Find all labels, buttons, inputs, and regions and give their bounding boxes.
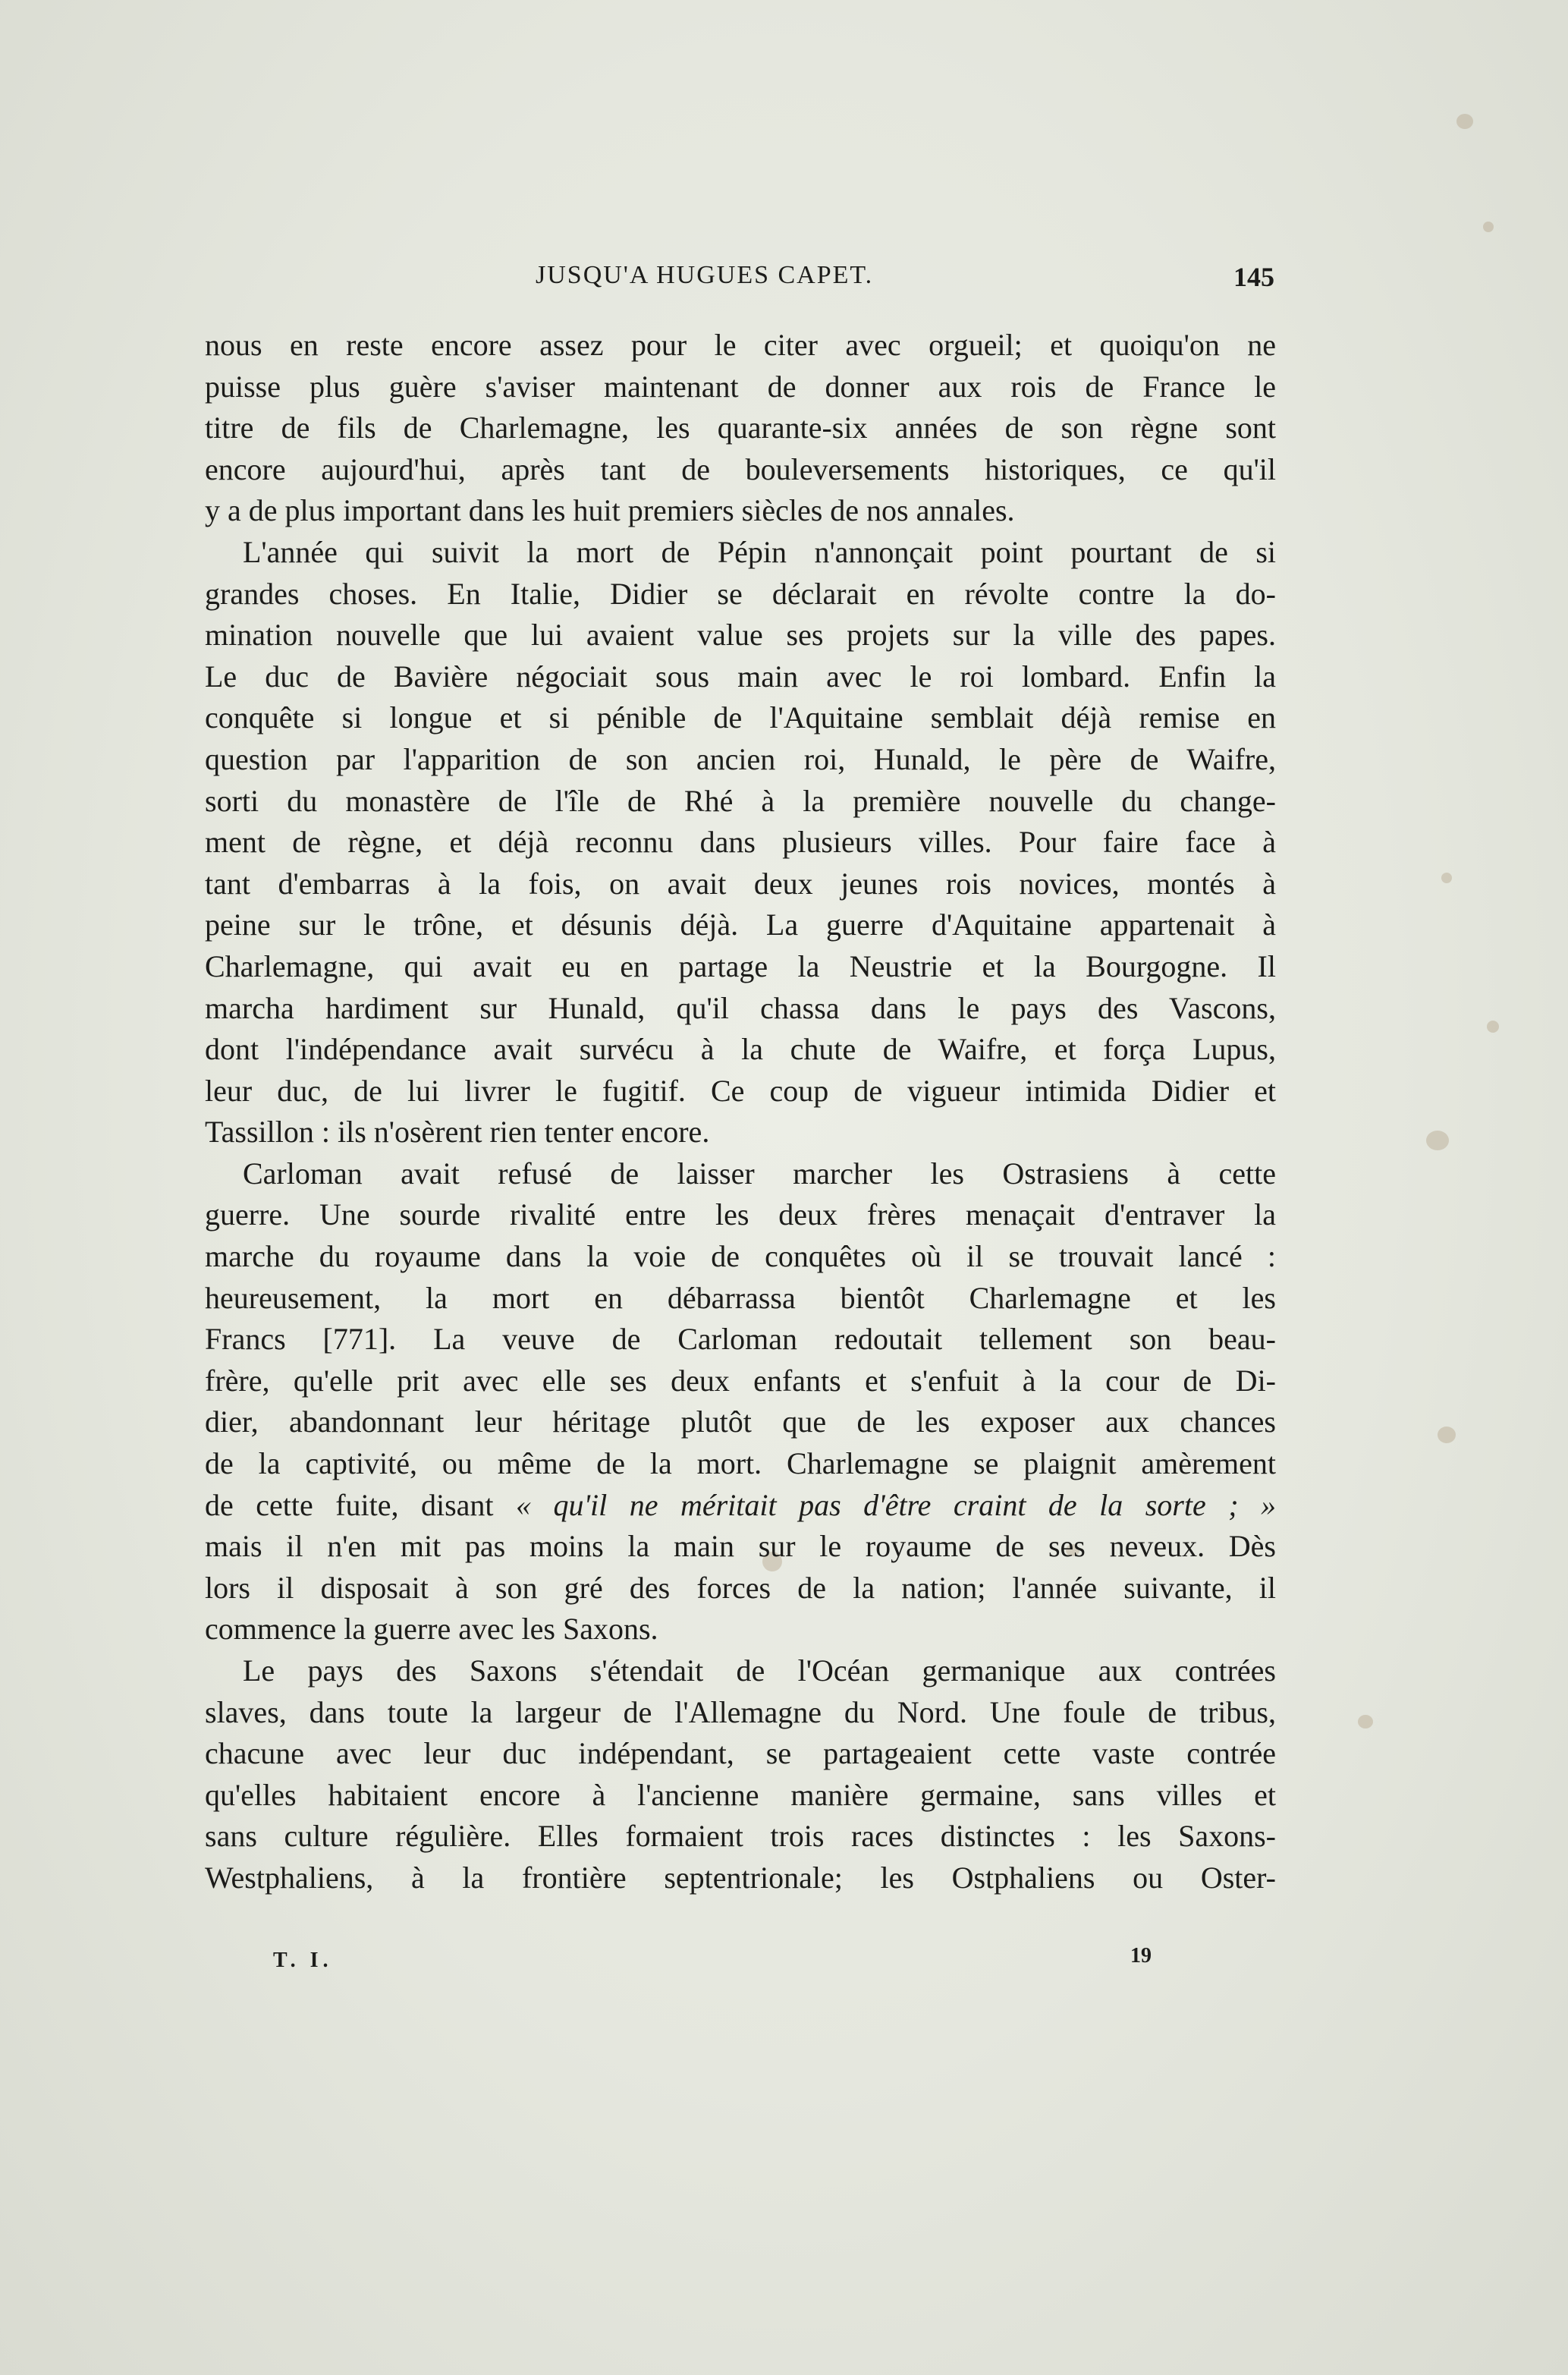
text-line: lors il disposait à son gré des forces de la nation; l'année suivante, il: [205, 1570, 1276, 1605]
volume-mark: T. I.: [273, 1949, 333, 1972]
foxing-spot: [1426, 1131, 1449, 1150]
text-line: mais il n'en mit pas moins la main sur le royaume de ses neveux. Dès: [205, 1529, 1276, 1564]
text-line: mination nouvelle que lui avaient value ses projets sur la ville des papes.: [205, 618, 1276, 653]
text-line: heureusement, la mort en débarrassa bientôt Charlemagne et les: [205, 1280, 1276, 1315]
text-line: de la captivité, ou même de la mort. Charlemagne se plaignit amèrement: [205, 1446, 1276, 1481]
text-line: y a de plus important dans les huit premiers siècles de nos annales.: [205, 493, 1015, 528]
signature-mark: 19: [1130, 1944, 1152, 1968]
text-line: marche du royaume dans la voie de conquêtes où il se trouvait lancé :: [205, 1239, 1276, 1274]
text-line: grandes choses. En Italie, Didier se déclarait en révolte contre la do-: [205, 576, 1276, 611]
text-line: Carloman avait refusé de laisser marcher les Ostrasiens à cette: [243, 1156, 1276, 1191]
text-line: encore aujourd'hui, après tant de bouleversements historiques, ce qu'il: [205, 451, 1276, 486]
text-line: Charlemagne, qui avait eu en partage la Neustrie et la Bourgogne. Il: [205, 948, 1276, 983]
running-header: [205, 261, 1274, 299]
italic-quote: « qu'il ne méritait pas d'être craint de la sorte ; »: [516, 1487, 1276, 1522]
foxing-spot: [1483, 222, 1494, 232]
text-line: slaves, dans toute la largeur de l'Allemagne du Nord. Une foule de tribus,: [205, 1694, 1276, 1729]
text-line: dont l'indépendance avait survécu à la chute de Waifre, et força Lupus,: [205, 1032, 1276, 1067]
text-line-with-quote: [205, 1485, 1276, 1527]
text-line: Francs [771]. La veuve de Carloman redoutait tellement son beau-: [205, 1322, 1276, 1357]
text-line: commence la guerre avec les Saxons.: [205, 1612, 658, 1647]
text-line: qu'elles habitaient encore à l'ancienne manière germaine, sans villes et: [205, 1777, 1276, 1812]
text-line: question par l'apparition de son ancien roi, Hunald, le père de Waifre,: [205, 741, 1276, 776]
text-line: conquête si longue et si pénible de l'Aquitaine semblait déjà remise en: [205, 700, 1276, 735]
text-line: dier, abandonnant leur héritage plutôt que de les exposer aux chances: [205, 1405, 1276, 1439]
foxing-spot: [1441, 873, 1452, 883]
text-line: peine sur le trône, et désunis déjà. La guerre d'Aquitaine appartenait à: [205, 908, 1276, 942]
body-text: [205, 325, 1276, 1899]
foxing-spot: [1358, 1715, 1373, 1729]
foxing-spot: [1438, 1427, 1456, 1443]
text-line: Le pays des Saxons s'étendait de l'Océan germanique aux contrées: [243, 1653, 1276, 1688]
text-line: chacune avec leur duc indépendant, se partageaient cette vaste contrée: [205, 1736, 1276, 1771]
text-line: nous en reste encore assez pour le citer avec orgueil; et quoiqu'on ne: [205, 328, 1276, 362]
text-line: sans culture régulière. Elles formaient trois races distinctes : les Saxons-: [205, 1819, 1276, 1854]
text-line: L'année qui suivit la mort de Pépin n'annonçait point pourtant de si: [243, 534, 1276, 569]
text-line: sorti du monastère de l'île de Rhé à la première nouvelle du change-: [205, 783, 1276, 818]
running-title: JUSQU'A HUGUES CAPET.: [536, 261, 874, 289]
text-line: Westphaliens, à la frontière septentrionale; les Ostphaliens ou Oster-: [205, 1860, 1276, 1895]
text-line: leur duc, de lui livrer le fugitif. Ce coup de vigueur intimida Didier et: [205, 1073, 1276, 1108]
text-line: puisse plus guère s'aviser maintenant de donner aux rois de France le: [205, 369, 1276, 404]
text-line: titre de fils de Charlemagne, les quarante-six années de son règne sont: [205, 411, 1276, 445]
text-line: guerre. Une sourde rivalité entre les deux frères menaçait d'entraver la: [205, 1197, 1276, 1232]
foxing-spot: [1487, 1021, 1499, 1033]
text-line: Le duc de Bavière négociait sous main avec le roi lombard. Enfin la: [205, 659, 1276, 694]
foxing-spot: [1456, 114, 1473, 129]
text-line: ment de règne, et déjà reconnu dans plusieurs villes. Pour faire face à: [205, 825, 1276, 860]
text-span: de cette fuite, disant: [205, 1487, 494, 1522]
text-line: Tassillon : ils n'osèrent rien tenter encore.: [205, 1115, 710, 1150]
text-line: marcha hardiment sur Hunald, qu'il chassa dans le pays des Vascons,: [205, 990, 1276, 1025]
text-line: frère, qu'elle prit avec elle ses deux enfants et s'enfuit à la cour de Di-: [205, 1363, 1276, 1398]
page-footer: [205, 1944, 1267, 1979]
text-line: tant d'embarras à la fois, on avait deux jeunes rois novices, montés à: [205, 866, 1276, 901]
page-number: 145: [1233, 262, 1274, 292]
